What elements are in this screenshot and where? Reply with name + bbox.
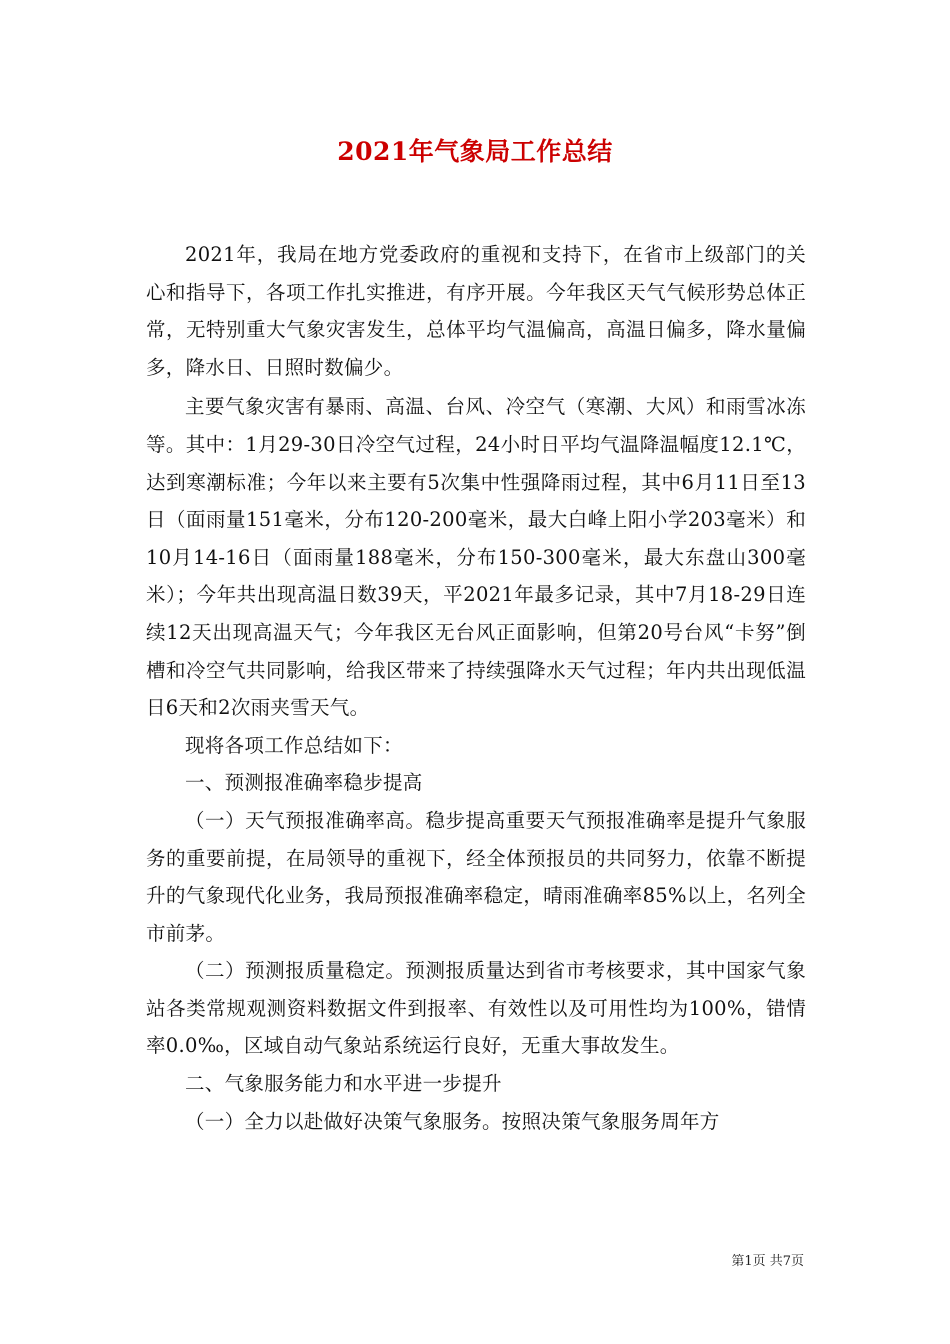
paragraph-decision-service: （一）全力以赴做好决策气象服务。按照决策气象服务周年方 [185,1109,720,1133]
section-heading-1: 一、预测报准确率稳步提高 [185,771,423,795]
paragraph-intro: 2021年，我局在地方党委政府的重视和支持下，在省市上级部门的关心和指导下，各项工作扎实推进，有序开展。今年我区天气气候形势总体正常，无特别重大气象灾害发生，总体平均气温偏高，高温日偏多，降水量偏多，降水日、日照时数偏少。 [146,243,806,379]
paragraph-summary-lead: 现将各项工作总结如下： [185,733,403,757]
paragraph-forecast-accuracy: （一）天气预报准确率高。稳步提高重要天气预报准确率是提升气象服务的重要前提，在局领导的重视下，经全体预报员的共同努力，依靠不断提升的气象现代化业务，我局预报准确率稳定，晴雨准确率85%以上，名列全市前茅。 [146,808,806,945]
document-body [146,236,806,1140]
section-heading-2: 二、气象服务能力和水平进一步提升 [185,1072,502,1096]
document-title: 2021年气象局工作总结 [337,137,613,166]
paragraph-forecast-quality: （二）预测报质量稳定。预测报质量达到省市考核要求，其中国家气象站各类常规观测资料数据文件到报率、有效性以及可用性均为100%，错情率0.0‰，区域自动气象站系统运行良好，无重大事故发生。 [146,959,806,1058]
page-number: 第1页 共7页 [731,1254,804,1269]
paragraph-disasters: 主要气象灾害有暴雨、高温、台风、冷空气（寒潮、大风）和雨雪冰冻等。其中：1月29-30日冷空气过程，24小时日平均气温降温幅度12.1℃，达到寒潮标准；今年以来主要有5次集中性强降雨过程，其中6月11日至13日（面雨量151毫米，分布120-200毫米，最大白峰上阳小学203毫米）和10月14-16日（面雨量188毫米，分布150-300毫米，最大东盘山300毫米）；今年共出现高温日数39天，平2021年最多记录，其中7月18-29日连续12天出现高温天气；今年我区无台风正面影响，但第20号台风“卡努”倒槽和冷空气共同影响，给我区带来了持续强降水天气过程；年内共出现低温日6天和2次雨夹雪天气。 [146,395,806,720]
